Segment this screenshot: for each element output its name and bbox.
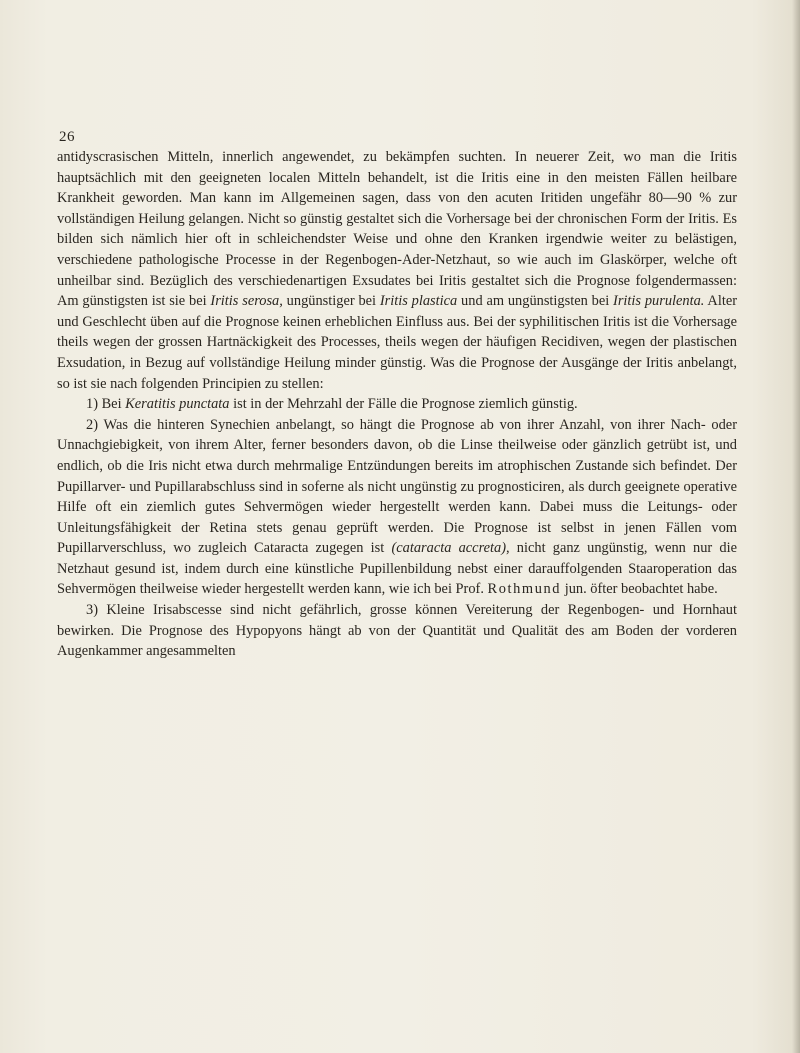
list-item-keratitis: 1) Bei Keratitis punctata ist in der Mehrzahl der Fälle die Prognose ziemlich günstig. [86, 396, 578, 413]
body-text [57, 147, 737, 662]
page-number: 26 [59, 129, 75, 145]
list-item-synechien: 2) Was die hinteren Synechien anbelangt, so hängt die Prognose ab von ihrer Anzahl, von ihrer Nach- oder Unnachgiebigkeit, von ihrem Alter, ferner besonders davon, ob die Linse theilweise oder gänzlich getrübt ist, und endlich, ob die Iris nicht etwa durch mehrmalige Entzündungen bereits im atrophischen Zustande sich befindet. Der Pupillarver- und Pupillarabschluss sind in soferne als nicht ungünstig zu prognosticiren, als durch geeignete operative Hilfe oft ein ziemlich gutes Sehvermögen wieder hergestellt werden kann. Dabei muss die Leitungs- oder Unleitungsfähigkeit der Retina stets genau geprüft werden. Die Prognose ist selbst in jenen Fällen vom Pupillarverschluss, wo zugleich Cataracta zugegen ist (cataracta accreta), nicht ganz ungünstig, wenn nur die Netzhaut gesund ist, indem durch eine künstliche Pupillenbildung nebst einer darauffolgenden Staaroperation das Sehvermögen theilweise wieder hergestellt werden kann, wie ich bei Prof. Rothmund jun. öfter beobachtet habe. [57, 416, 737, 598]
term-iritis-plastica: Iritis plastica [379, 293, 458, 310]
term-iritis-purulenta: Iritis purulenta. [613, 293, 705, 310]
term-keratitis-punctata: Keratitis punctata [125, 396, 230, 413]
term-iritis-serosa: Iritis serosa, [210, 293, 283, 310]
page-edge-shadow [792, 0, 800, 1053]
list-item-irisabscesse: 3) Kleine Irisabscesse sind nicht gefährlich, grosse können Vereiterung der Regenbogen- und Hornhaut bewirken. Die Prognose des Hypopyons hängt ab von der Quantität und Qualität des am Boden der vorderen Augenkammer angesammelten [57, 602, 737, 660]
paragraph-prognosis-intro: antidyscrasischen Mitteln, innerlich angewendet, zu bekämpfen suchten. In neuerer Zeit, wo man die Iritis hauptsächlich mit den geeigneten localen Mitteln behandelt, ist die Iritis eine in den meisten Fällen heilbare Krankheit geworden. Man kann im Allgemeinen sagen, dass von den acuten Iritiden ungefähr 80—90 % zur vollständigen Heilung gelangen. Nicht so günstig gestaltet sich die Vorhersage bei der chronischen Form der Iritis. Es bilden sich nämlich hier oft in schleichendster Weise und ohne den Kranken irgendwie weiter zu belästigen, verschiedene pathologische Processe in der Regenbogen-Ader-Netzhaut, so wie auch im Glaskörper, welche oft unheilbar sind. Bezüglich des verschiedenartigen Exsudates bei Iritis gestaltet sich die Prognose folgendermassen: Am günstigsten ist sie bei Iritis serosa, ungünstiger bei Iritis plastica und am ungünstigsten bei Iritis purulenta. Alter und Geschlecht üben auf die Prognose keinen erheblichen Einfluss aus. Bei der syphilitischen Iritis ist die Vorhersage theils wegen der grossen Hartnäckigkeit des Processes, theils wegen der häufigen Recidiven, wegen der plastischen Exsudation, in Bezug auf vollständige Heilung minder günstig. Was die Prognose der Ausgänge der Iritis anbelangt, so ist sie nach folgenden Principien zu stellen: [57, 149, 737, 392]
author-name: Rothmund [487, 581, 562, 598]
term-cataracta-accreta: (cataracta accreta) [391, 540, 507, 557]
